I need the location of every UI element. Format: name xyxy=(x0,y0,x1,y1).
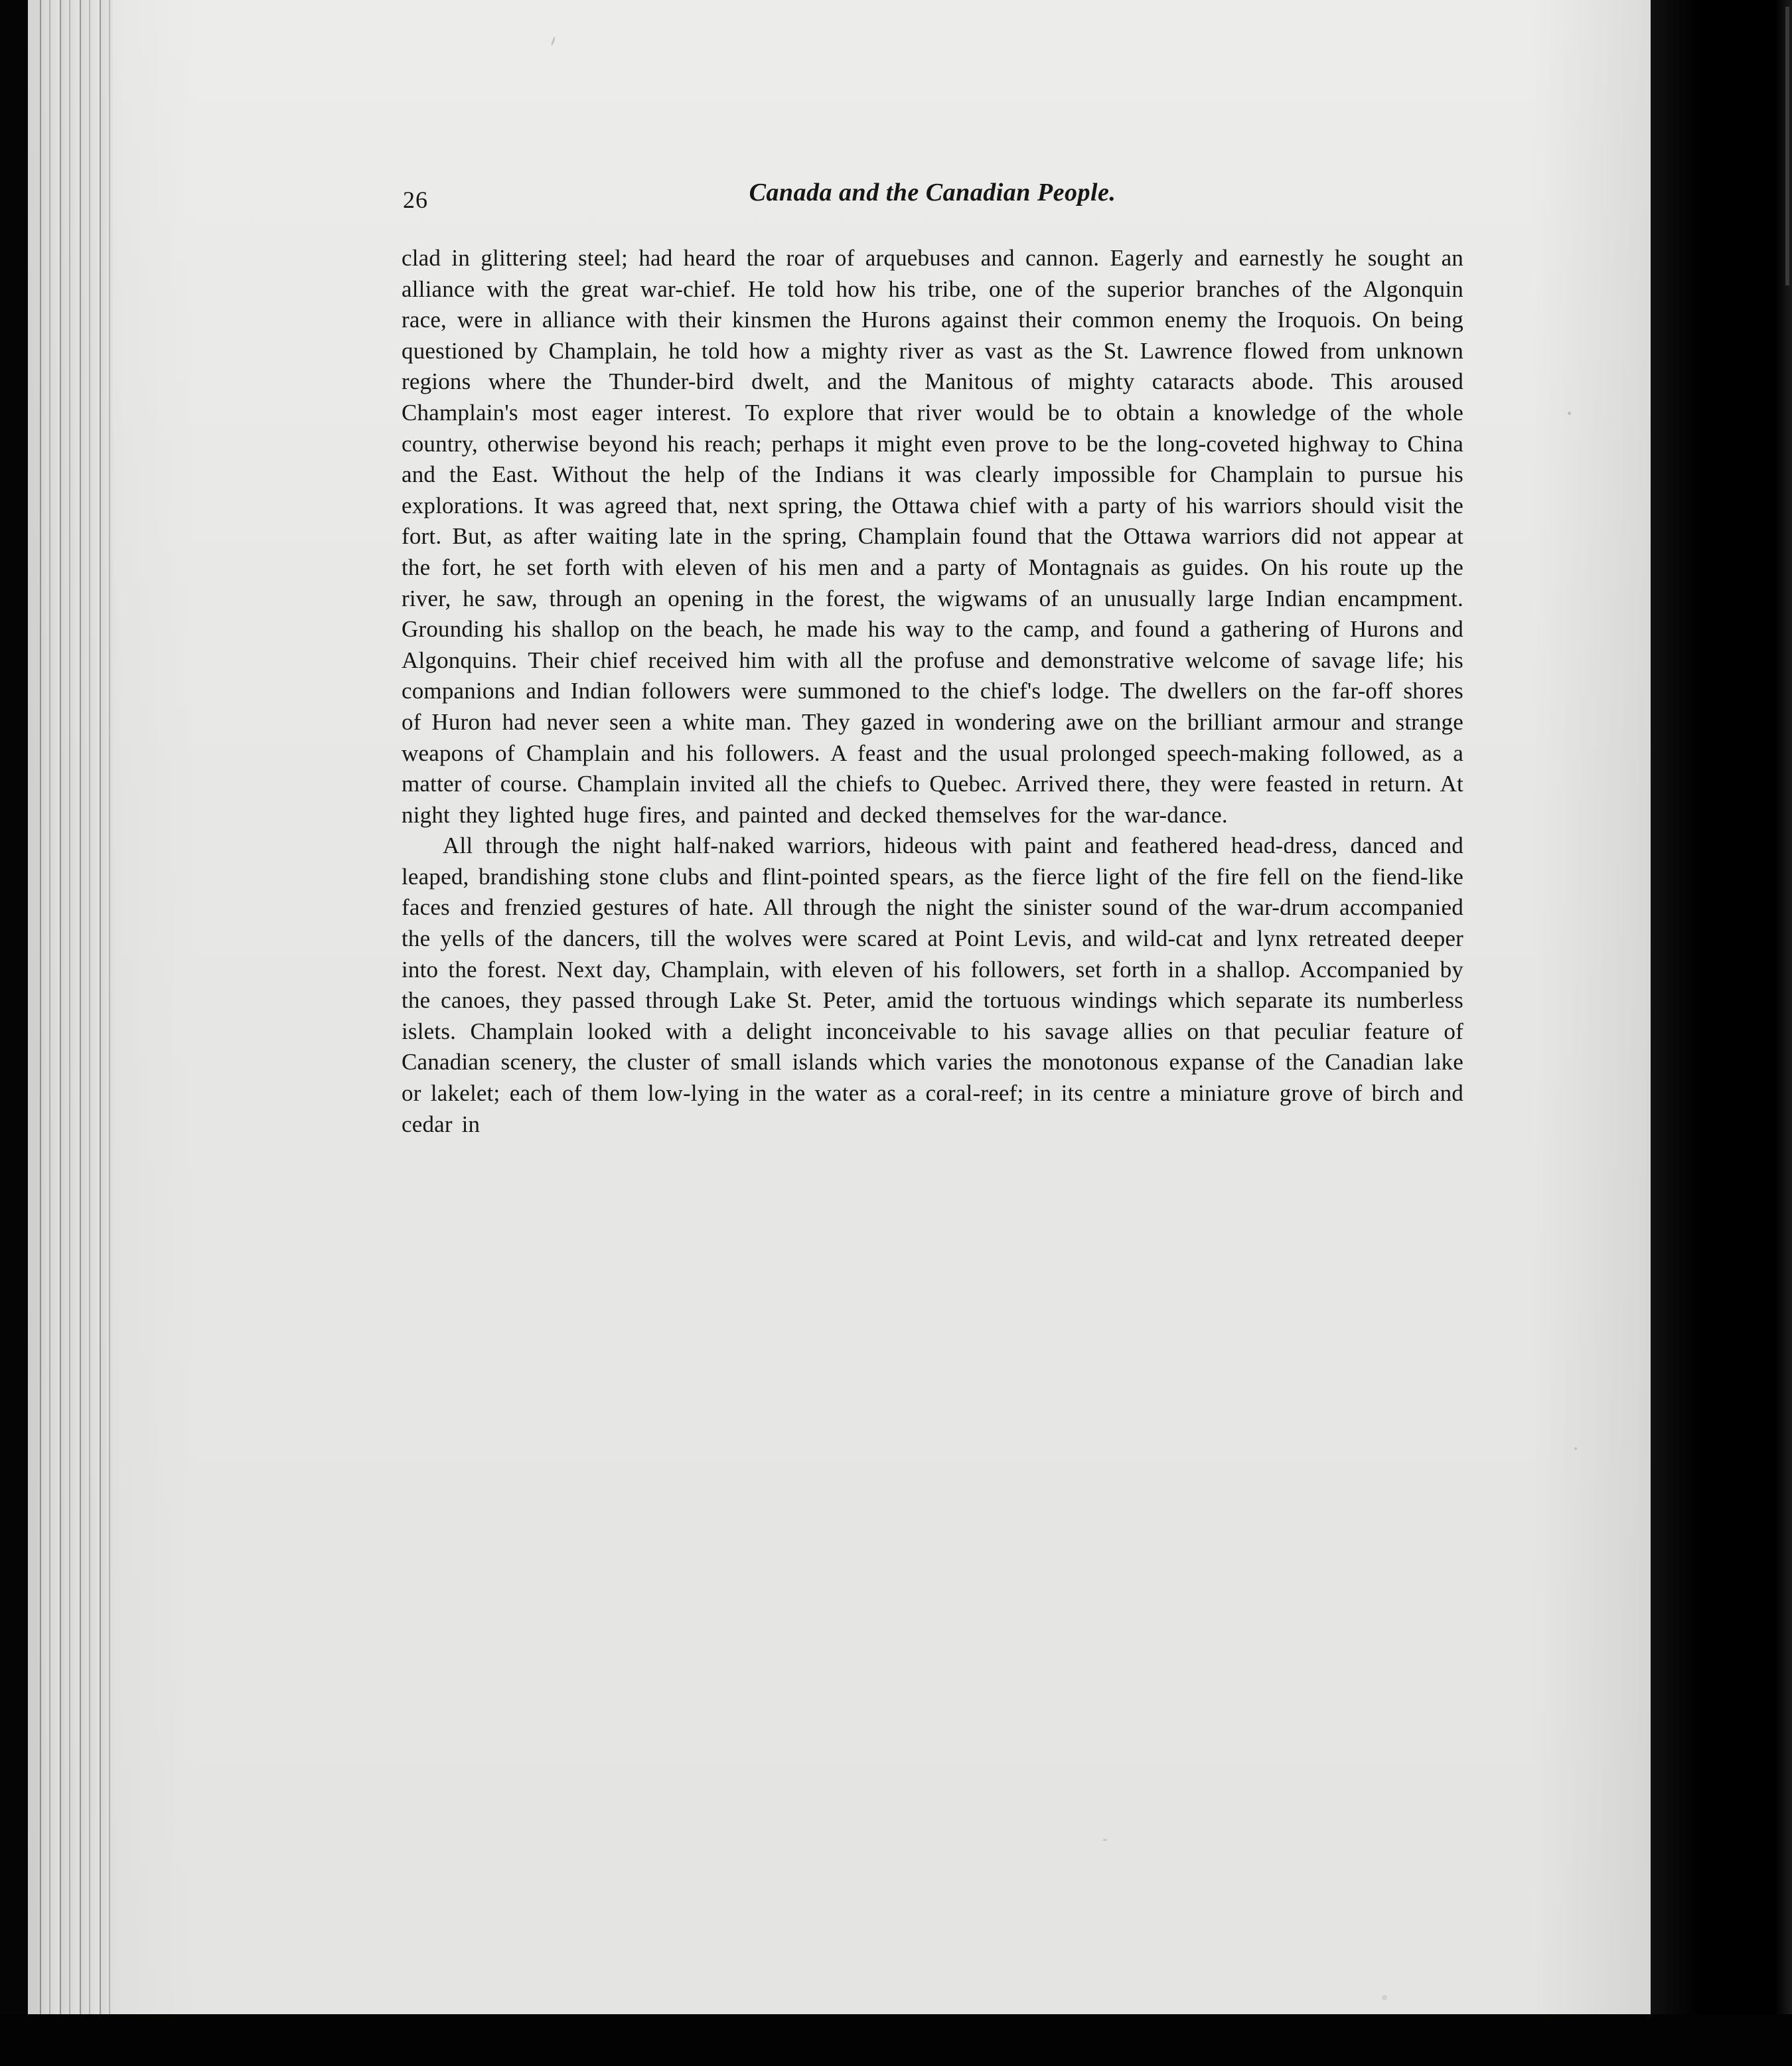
book-binding-edges xyxy=(40,0,113,2014)
paragraph-war-dance: All through the night half-naked warriors, hideous with paint and feathered head-dress, danced and leaped, brandishing stone clubs and flint-pointed spears, as the fierce light of the fire fell on the fiend-like faces and frenzied gestures of hate. All through the night the sinister sound of the war-drum accompanied the yells of the dancers, till the wolves were scared at Point Levis, and wild-cat and lynx retreated deeper into the forest. Next day, Champlain, with eleven of his followers, set forth in a shallop. Accompanied by the canoes, they passed through Lake St. Peter, amid the tortuous windings which separate its numberless islets. Champlain looked with a delight inconceivable to his savage allies on that peculiar feature of Canadian scenery, the cluster of small islands which varies the monotonous expanse of the Canadian lake or lakelet; each of them low-lying in the water as a coral-reef; in its centre a miniature grove of birch and cedar in xyxy=(402,833,1463,1137)
text-column xyxy=(402,178,1463,1140)
scan-speck xyxy=(1574,1447,1577,1450)
page-number: 26 xyxy=(403,187,428,213)
scanner-background-bottom xyxy=(0,2014,1792,2066)
scan-speck xyxy=(551,37,556,46)
scanned-page xyxy=(28,0,1651,2014)
running-title: Canada and the Canadian People. xyxy=(749,179,1116,206)
page-header xyxy=(402,178,1463,224)
paragraph-continuation: clad in glittering steel; had heard the roar of arquebuses and cannon. Eagerly and earnestly he sought an alliance with the great war-chief. He told how his tribe, one of the superior branches of the Algonquin race, were in alliance with their kinsmen the Hurons against their common enemy the Iroquois. On being questioned by Champlain, he told how a mighty river as vast as the St. Lawrence flowed from unknown regions where the Thunder-bird dwelt, and the Manitous of mighty cataracts abode. This aroused Champlain's most eager interest. To explore that river would be to obtain a knowledge of the whole country, otherwise beyond his reach; perhaps it might even prove to be the long-coveted highway to China and the East. Without the help of the Indians it was clearly impossible for Champlain to pursue his explorations. It was agreed that, next spring, the Ottawa chief with a party of his warriors should visit the fort. But, as after waiting late in the spring, Champlain found that the Ottawa warriors did not appear at the fort, he set forth with eleven of his men and a party of Montagnais as guides. On his route up the river, he saw, through an opening in the forest, the wigwams of an unusually large Indian encampment. Grounding his shallop on the beach, he made his way to the camp, and found a gathering of Hurons and Algonquins. Their chief received him with all the profuse and demonstrative welcome of savage life; his companions and Indian followers were summoned to the chief's lodge. The dwellers on the far-off shores of Huron had never seen a white man. They gazed in wondering awe on the brilliant armour and strange weapons of Champlain and his followers. A feast and the usual prolonged speech-making followed, as a matter of course. Champlain invited all the chiefs to Quebec. Arrived there, they were feasted in return. At night they lighted huge fires, and painted and decked themselves for the war-dance. xyxy=(402,245,1463,828)
scan-speck xyxy=(1568,412,1571,415)
scanner-background xyxy=(1651,0,1792,2066)
scan-speck xyxy=(1103,1839,1107,1841)
adjacent-page-edge xyxy=(1785,7,1789,285)
scan-speck xyxy=(1382,1995,1387,2000)
